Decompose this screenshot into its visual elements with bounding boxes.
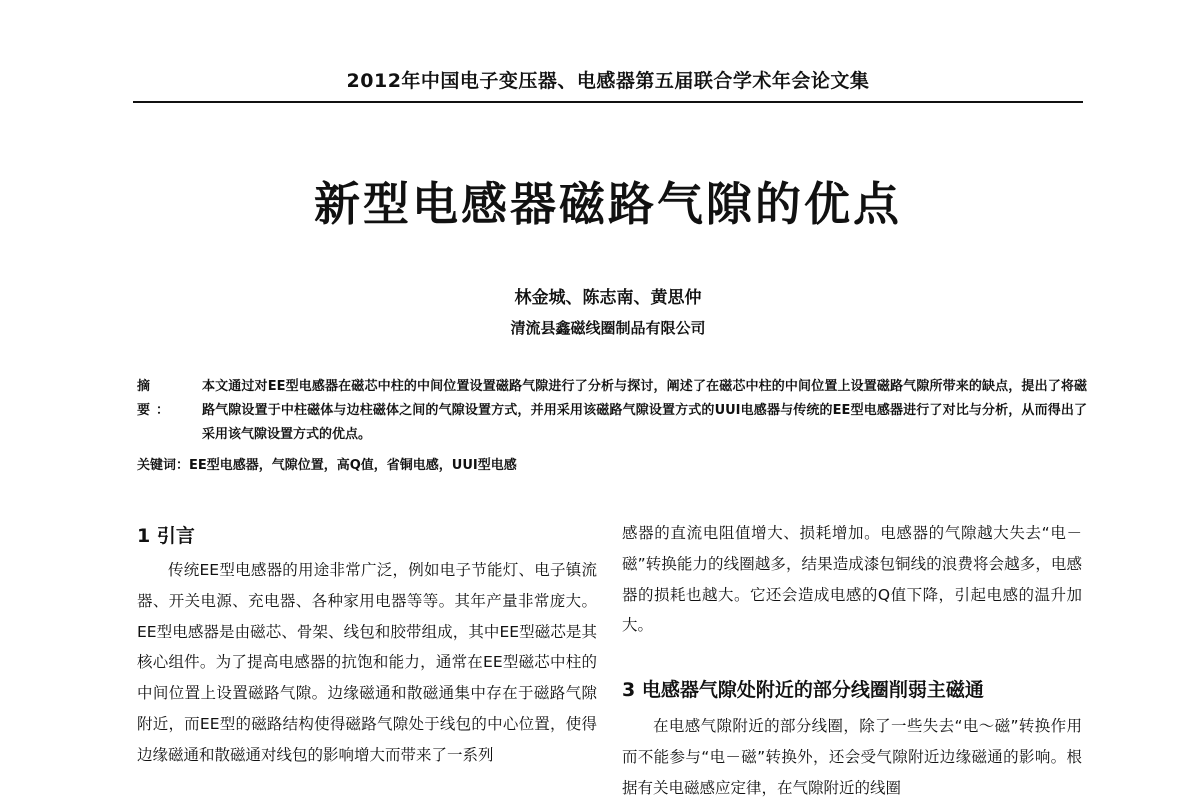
header-rule <box>133 101 1083 103</box>
body-column-right <box>622 518 1082 804</box>
abstract-label: 摘 要： <box>137 379 176 418</box>
section-1-heading: 1 引言 <box>137 525 195 547</box>
body-column-left <box>137 521 597 771</box>
proceedings-header: 2012年中国电子变压器、电感器第五届联合学术年会论文集 <box>346 70 870 92</box>
section-1-paragraph: 传统EE型电感器的用途非常广泛，例如电子节能灯、电子镇流器、开关电源、充电器、各种家用电器等等。其年产量非常庞大。EE型电感器是由磁芯、骨架、线包和胶带组成，其中EE型磁芯是其核心组件。为了提高电感器的抗饱和能力，通常在EE型磁芯中柱的中间位置上设置磁路气隙。边缘磁通和散磁通集中存在于磁路气隙附近，而EE型的磁路结构使得磁路气隙处于线包的中心位置，使得边缘磁通和散磁通对线包的影响增大而带来了一系列 <box>137 561 597 764</box>
section-2-continuation: 感器的直流电阻值增大、损耗增加。电感器的气隙越大失去“电－磁”转换能力的线圈越多，结果造成漆包铜线的浪费将会越多，电感器的损耗也越大。它还会造成电感的Q值下降，引起电感的温升加大。 <box>622 524 1082 635</box>
abstract-block <box>137 375 1087 447</box>
paper-authors: 林金城、陈志南、黄思仲 <box>514 288 702 308</box>
section-3-heading: 3 电感器气隙处附近的部分线圈削弱主磁通 <box>622 679 984 702</box>
paper-affiliation: 清流县鑫磁线圈制品有限公司 <box>510 319 706 337</box>
paper-title: 新型电感器磁路气隙的优点 <box>314 177 902 231</box>
keywords-line: 关键词：EE型电感器，气隙位置，高Q值，省铜电感，UUI型电感 <box>137 458 517 473</box>
abstract-text: 本文通过对EE型电感器在磁芯中柱的中间位置设置磁路气隙进行了分析与探讨，阐述了在磁芯中柱的中间位置上设置磁路气隙所带来的缺点，提出了将磁路气隙设置于中柱磁体与边柱磁体之间的气隙设置方式，并用采用该磁路气隙设置方式的UUI电感器与传统的EE型电感器进行了对比与分析，从而得出了采用该气隙设置方式的优点。 <box>202 379 1087 442</box>
section-3-paragraph: 在电感气隙附近的部分线圈，除了一些失去“电～磁”转换作用而不能参与“电－磁”转换外，还会受气隙附近边缘磁通的影响。根据有关电磁感应定律，在气隙附近的线圈 <box>622 717 1082 797</box>
